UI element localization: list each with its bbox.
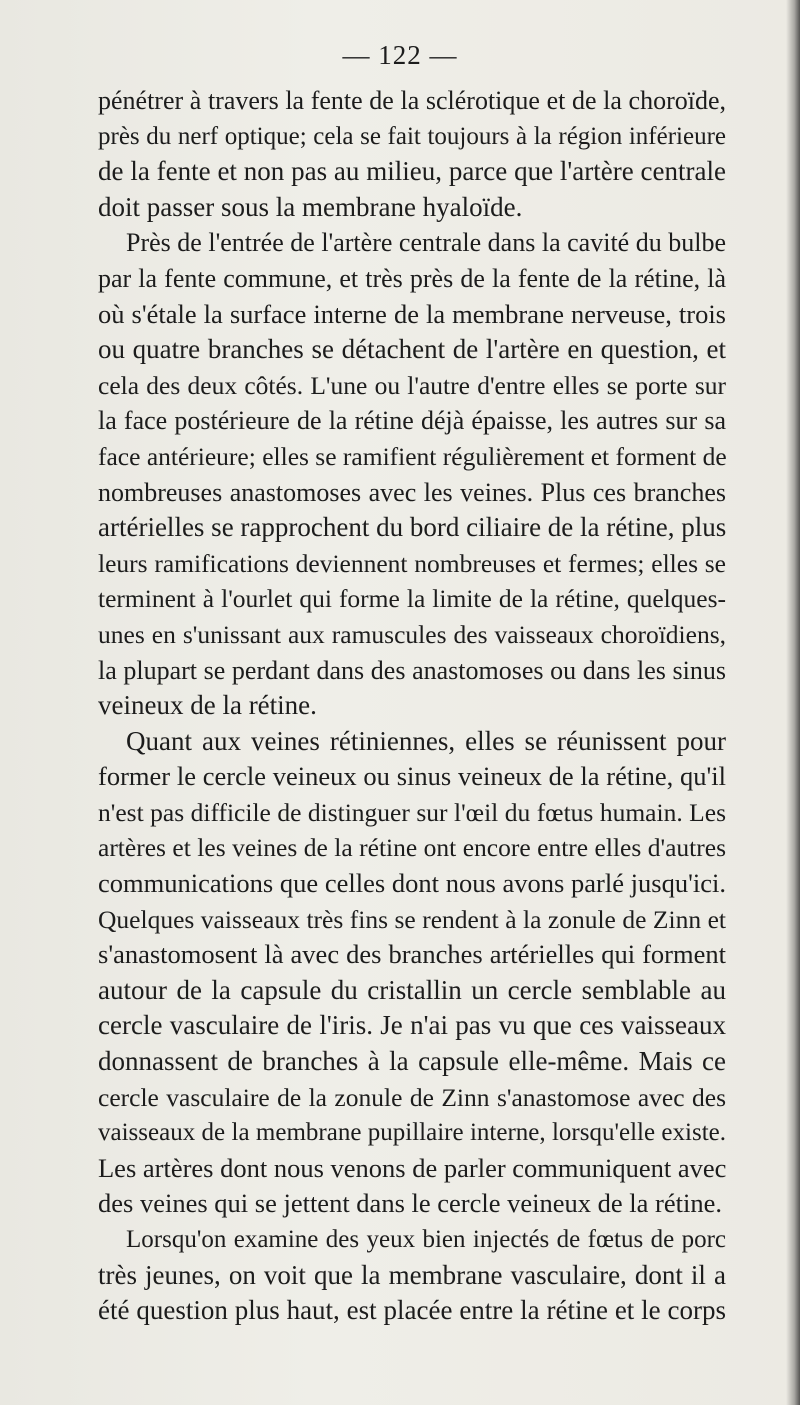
- text-line: très jeunes, on voit que la membrane vasculaire, dont il a: [98, 1259, 726, 1290]
- text-line: s'anastomosent là avec des branches artérielles qui forment: [98, 939, 726, 970]
- page-edge-shadow: [786, 0, 800, 1405]
- text-line: n'est pas difficile de distinguer sur l'œil du fœtus humain. Les: [98, 797, 726, 827]
- text-line: près du nerf optique; cela se fait toujours à la région inférieure: [98, 122, 726, 150]
- text-line: Quelques vaisseaux très fins se rendent à la zonule de Zinn et: [98, 904, 726, 934]
- text-line: pénétrer à travers la fente de la sclérotique et de la choroïde,: [98, 86, 726, 115]
- text-line: artères et les veines de la rétine ont encore entre elles d'autres: [98, 833, 726, 863]
- text-line: Près de l'entrée de l'artère centrale dans la cavité du bulbe: [126, 228, 726, 258]
- text-line: Lorsqu'on examine des yeux bien injectés de fœtus de porc: [126, 1226, 726, 1253]
- text-line: où s'étale la surface interne de la membrane nerveuse, trois: [98, 298, 726, 329]
- text-line: ou quatre branches se détachent de l'artère en question, et: [98, 334, 726, 365]
- text-line: artérielles se rapprochent du bord ciliaire de la rétine, plus: [98, 512, 727, 543]
- body-text: [98, 83, 726, 1329]
- text-line: cela des deux côtés. L'une ou l'autre d'entre elles se porte sur: [98, 370, 726, 400]
- text-line: donnassent de branches à la capsule elle-même. Mais ce: [98, 1046, 726, 1077]
- text-line: été question plus haut, est placée entre la rétine et le corps: [98, 1295, 726, 1326]
- text-line: la plupart se perdant dans des anastomoses ou dans les sinus: [98, 655, 726, 685]
- page-number: — 122 —: [342, 40, 458, 70]
- text-line: nombreuses anastomoses avec les veines. Plus ces branches: [98, 477, 726, 507]
- text-line: doit passer sous la membrane hyaloïde.: [98, 191, 523, 222]
- text-line: terminent à l'ourlet qui forme la limite de la rétine, quelques-: [98, 584, 726, 614]
- text-line: Quant aux veines rétiniennes, elles se réunissent pour: [126, 725, 726, 756]
- text-line: veineux de la rétine.: [98, 690, 317, 721]
- text-line: former le cercle veineux ou sinus veineux de la rétine, qu'il: [98, 761, 726, 792]
- text-line: leurs ramifications deviennent nombreuses et fermes; elles se: [98, 548, 726, 578]
- text-line: cercle vasculaire de la zonule de Zinn s'anastomose avec des: [98, 1082, 726, 1112]
- text-line: par la fente commune, et très près de la fente de la rétine, là: [98, 263, 726, 293]
- text-line: cercle vasculaire de l'iris. Je n'ai pas vu que ces vaisseaux: [98, 1010, 726, 1041]
- text-line: vaisseaux de la membrane pupillaire interne, lorsqu'elle existe.: [98, 1119, 726, 1147]
- text-line: la face postérieure de la rétine déjà épaisse, les autres sur sa: [98, 406, 726, 436]
- text-line: autour de la capsule du cristallin un cercle semblable au: [98, 974, 726, 1005]
- text-line: communications que celles dont nous avons parlé jusqu'ici.: [98, 868, 726, 899]
- text-line: Les artères dont nous venons de parler communiquent avec: [98, 1152, 727, 1183]
- text-line: de la fente et non pas au milieu, parce que l'artère centrale: [98, 156, 726, 187]
- text-line: des veines qui se jettent dans le cercle veineux de la rétine.: [98, 1188, 722, 1219]
- text-line: unes en s'unissant aux ramuscules des vaisseaux choroïdiens,: [98, 619, 726, 649]
- text-line: face antérieure; elles se ramifient régulièrement et forment de: [98, 441, 727, 471]
